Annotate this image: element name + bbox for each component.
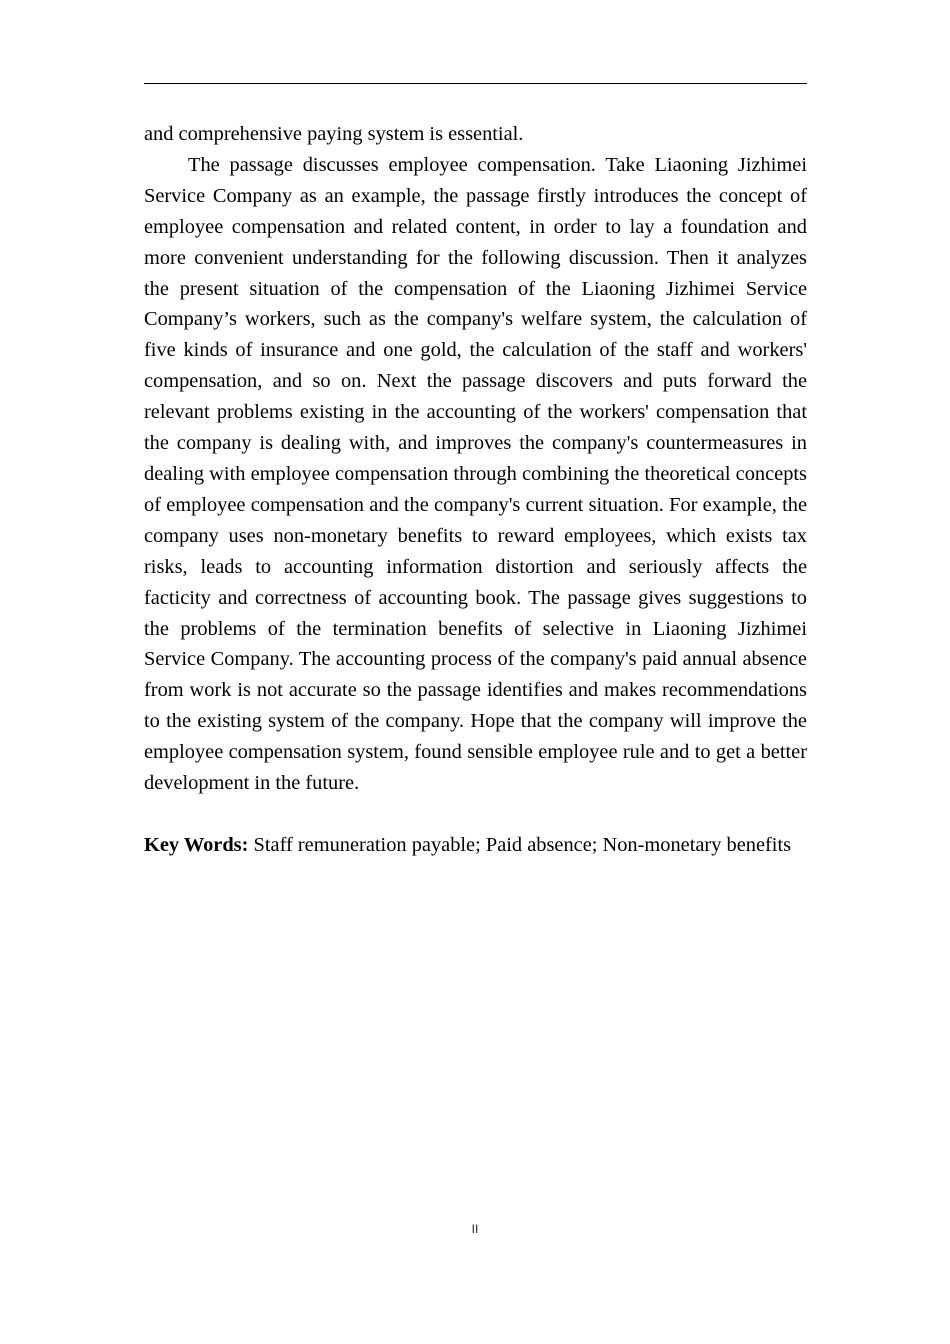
- header-rule: [144, 83, 807, 84]
- keywords-label: Key Words:: [144, 833, 249, 856]
- keywords-line: [144, 830, 807, 861]
- keywords-text: Staff remuneration payable; Paid absence; Non-monetary benefits: [253, 833, 792, 856]
- abstract-paragraph: The passage discusses employee compensation. Take Liaoning Jizhimei Service Company as an example, the passage firstly introduces the concept of employee compensation and related content, in order to lay a foundation and more convenient understanding for the following discussion. Then it analyzes the present situation of the compensation of the Liaoning Jizhimei Service Company’s workers, such as the company's welfare system, the calculation of five kinds of insurance and one gold, the calculation of the staff and workers' compensation, and so on. Next the passage discovers and puts forward the relevant problems existing in the accounting of the workers' compensation that the company is dealing with, and improves the company's countermeasures in dealing with employee compensation through combining the theoretical concepts of employee compensation and the company's current situation. For example, the company uses non-monetary benefits to reward employees, which exists tax risks, leads to accounting information distortion and seriously affects the facticity and correctness of accounting book. The passage gives suggestions to the problems of the termination benefits of selective in Liaoning Jizhimei Service Company. The accounting process of the company's paid annual absence from work is not accurate so the passage identifies and makes recommendations to the existing system of the company. Hope that the company will improve the employee compensation system, found sensible employee rule and to get a better development in the future.: [144, 153, 807, 795]
- page-number: II: [471, 1222, 479, 1236]
- abstract-body: [144, 119, 807, 861]
- continuation-line: and comprehensive paying system is essential.: [144, 123, 524, 145]
